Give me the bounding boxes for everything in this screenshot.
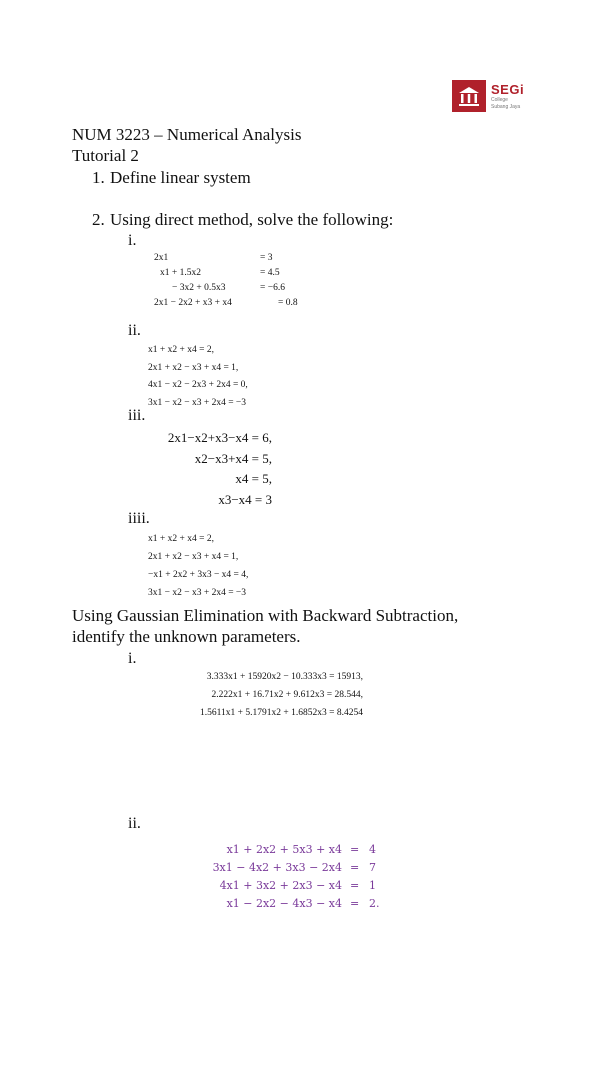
sys-iii-eq-2: x2−x3+x4 = 5, <box>194 450 272 466</box>
sys-iii-eq-1: 2x1−x2+x3−x4 = 6, <box>167 430 272 445</box>
gsys-ii-rhs-3: 1 <box>369 879 376 892</box>
sys-iii-eq-3: x4 = 5, <box>235 471 272 486</box>
sys-i-rhs-4: = 0.8 <box>278 298 298 308</box>
gsys-ii-lhs-4: x1 − 2x2 − 4x3 − x4 <box>226 897 342 910</box>
q2-text: Using direct method, solve the following: <box>110 210 394 229</box>
sys-i-lhs-3: − 3x2 + 0.5x3 <box>172 283 226 293</box>
gsys-i-eq-1: 3.333x1 + 15920x2 − 10.333x3 = 15913, <box>206 672 363 682</box>
part-ii-label: ii. <box>128 322 141 339</box>
gsys-ii-equals-2: = <box>350 861 360 874</box>
sys-iiii-eq-2: 2x1 + x2 − x3 + x4 = 1, <box>148 552 239 562</box>
gsys-ii-equals-1: = <box>350 843 360 856</box>
gsys-i-eq-3: 1.5611x1 + 5.1791x2 + 1.6852x3 = 8.4254 <box>200 708 363 718</box>
q2-number: 2. <box>92 210 105 229</box>
gsys-i-eq-2: 2.222x1 + 16.71x2 + 9.612x3 = 28.544, <box>211 690 363 700</box>
sys-i-lhs-1: 2x1 <box>154 253 169 263</box>
sys-ii-eq-3: 4x1 − x2 − 2x3 + 2x4 = 0, <box>148 380 248 390</box>
sys-iiii-eq-3: −x1 + 2x2 + 3x3 − x4 = 4, <box>148 570 249 580</box>
sys-iiii-eq-4: 3x1 − x2 − x3 + 2x4 = −3 <box>148 588 247 598</box>
building-icon <box>452 80 486 112</box>
q3-line1: Using Gaussian Elimination with Backward Subtraction, <box>72 606 459 625</box>
part-iii-label: iii. <box>128 407 146 424</box>
sys-i-lhs-4: 2x1 − 2x2 + x3 + x4 <box>154 298 232 308</box>
gsys-ii-equals-3: = <box>350 879 360 892</box>
gsys-ii-lhs-1: x1 + 2x2 + 5x3 + x4 <box>226 843 342 856</box>
system-iiii <box>148 530 248 602</box>
sys-ii-eq-1: x1 + x2 + x4 = 2, <box>148 345 214 355</box>
sys-ii-eq-2: 2x1 + x2 − x3 + x4 = 1, <box>148 362 239 373</box>
sys-iiii-eq-1: x1 + x2 + x4 = 2, <box>148 534 214 544</box>
logo-brand: SEGi <box>491 81 525 97</box>
q1-text: Define linear system <box>110 168 251 187</box>
gauss-part-i-label: i. <box>128 650 137 667</box>
gsys-ii-rhs-2: 7 <box>369 861 376 874</box>
gsys-ii-lhs-3: 4x1 + 3x2 + 2x3 − x4 <box>219 879 342 892</box>
sys-ii-eq-4: 3x1 − x2 − x3 + 2x4 = −3 <box>148 397 247 408</box>
part-i-label: i. <box>128 232 137 249</box>
tutorial-title: Tutorial 2 <box>72 146 139 165</box>
sys-i-rhs-3: = −6.6 <box>260 283 285 293</box>
system-i <box>150 253 300 313</box>
college-logo <box>452 80 524 112</box>
sys-i-rhs-1: = 3 <box>260 253 273 263</box>
gauss-system-i <box>150 668 363 722</box>
gsys-ii-equals-4: = <box>350 897 360 910</box>
system-ii <box>148 342 248 412</box>
system-iii <box>148 428 272 510</box>
sys-i-rhs-2: = 4.5 <box>260 268 280 278</box>
q1-number: 1. <box>92 168 105 187</box>
logo-line2: Subang Jaya <box>491 103 521 110</box>
sys-i-lhs-2: x1 + 1.5x2 <box>160 268 201 278</box>
gauss-part-ii-label: ii. <box>128 815 141 832</box>
gsys-ii-rhs-4: 2. <box>369 897 380 910</box>
logo-line1: College <box>491 96 508 103</box>
gsys-ii-lhs-2: 3x1 − 4x2 + 3x3 − 2x4 <box>212 861 342 874</box>
q3-line2: identify the unknown parameters. <box>72 627 301 646</box>
sys-iii-eq-4: x3−x4 = 3 <box>218 491 272 507</box>
course-title: NUM 3223 – Numerical Analysis <box>72 125 302 144</box>
gauss-system-ii <box>212 843 382 915</box>
gsys-ii-rhs-1: 4 <box>369 843 376 856</box>
part-iiii-label: iiii. <box>128 510 150 527</box>
